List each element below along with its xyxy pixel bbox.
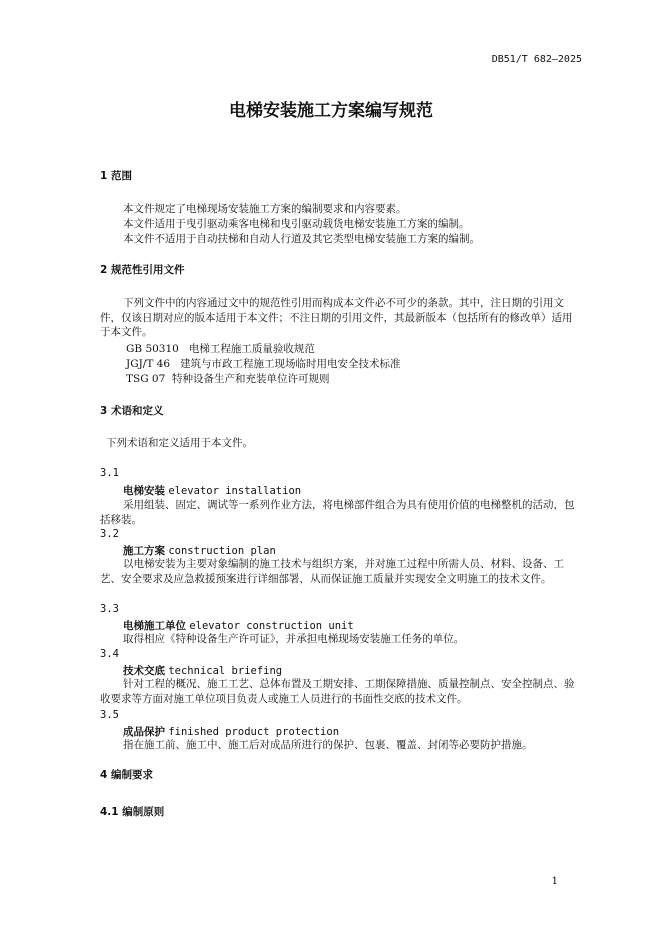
term-name-en: construction plan (168, 545, 276, 557)
scope-line: 本文件规定了电梯现场安装施工方案的编制要求和内容要素。 (123, 203, 407, 215)
term-name-zh: 电梯施工单位 (123, 620, 186, 632)
reference-item (126, 356, 401, 371)
term-name-zh: 施工方案 (123, 545, 165, 557)
reference-code: GB 50310 (126, 343, 179, 355)
term-entry (123, 618, 354, 633)
term-name-en: finished product protection (168, 726, 340, 738)
document-title: 电梯安装施工方案编写规范 (229, 101, 433, 121)
reference-code: JGJ/T 46 (126, 358, 171, 370)
term-name-en: elevator installation (168, 485, 302, 497)
term-entry (123, 543, 276, 558)
normative-intro: 下列文件中的内容通过文中的规范性引用而构成本文件必不可少的条款。其中，注日期的引用文件，仅该日期对应的版本适用于本文件；不注日期的引用文件，其最新版本（包括所有的修改单）适用于本文件。 (100, 297, 573, 338)
term-number: 3.3 (100, 603, 119, 615)
term-number: 3.5 (100, 709, 119, 721)
scope-line: 本文件不适用于自动扶梯和自动人行道及其它类型电梯安装施工方案的编制。 (123, 233, 480, 245)
reference-item (126, 341, 315, 356)
term-name-zh: 电梯安装 (123, 485, 165, 497)
reference-title: 特种设备生产和充装单位许可规则 (171, 373, 330, 385)
term-definition: 采用组装、固定、调试等一系列作业方法，将电梯部件组合为具有使用价值的电梯整机的活动，包括移装。 (100, 499, 575, 526)
term-number: 3.1 (100, 467, 119, 479)
reference-code: TSG 07 (126, 373, 166, 385)
term-entry (123, 663, 282, 678)
section-heading-requirements: 4 编制要求 (100, 769, 153, 781)
term-name-en: elevator construction unit (189, 620, 354, 632)
term-definition: 取得相应《特种设备生产许可证》，并承担电梯现场安装施工任务的单位。 (123, 633, 465, 645)
term-name-zh: 技术交底 (123, 665, 165, 677)
term-entry (123, 724, 339, 739)
reference-item (126, 371, 329, 386)
term-definition: 针对工程的概况、施工工艺、总体布置及工期安排、工期保障措施、质量控制点、安全控制点、验收要求等方面对施工单位项目负责人或施工人员进行的书面性交底的技术文件。 (100, 678, 575, 705)
section-heading-terms: 3 术语和定义 (100, 405, 164, 417)
term-definition: 指在施工前、施工中、施工后对成品所进行的保护、包裹、覆盖、封闭等必要防护措施。 (123, 739, 533, 751)
term-number: 3.4 (100, 648, 119, 660)
terms-intro: 下列术语和定义适用于本文件。 (106, 437, 253, 449)
reference-title: 建筑与市政工程施工现场临时用电安全技术标准 (180, 358, 401, 370)
page-number: 1 (551, 876, 558, 887)
term-definition: 以电梯安装为主要对象编制的施工技术与组织方案，并对施工过程中所需人员、材料、设备、工艺、安全要求及应急救援预案进行详细部署，从而保证施工质量并实现安全文明施工的技术文件。 (100, 558, 564, 585)
term-entry (123, 483, 301, 498)
section-heading-normative: 2 规范性引用文件 (100, 264, 185, 276)
document-code: DB51/T 682—2025 (491, 54, 582, 65)
term-name-zh: 成品保护 (123, 726, 165, 738)
reference-title: 电梯工程施工质量验收规范 (188, 343, 315, 355)
subsection-heading-principles: 4.1 编制原则 (100, 806, 165, 818)
term-name-en: technical briefing (168, 665, 283, 677)
term-number: 3.2 (100, 528, 119, 540)
scope-line: 本文件适用于曳引驱动乘客电梯和曳引驱动载货电梯安装施工方案的编制。 (123, 218, 470, 230)
section-heading-scope: 1 范围 (100, 170, 132, 182)
